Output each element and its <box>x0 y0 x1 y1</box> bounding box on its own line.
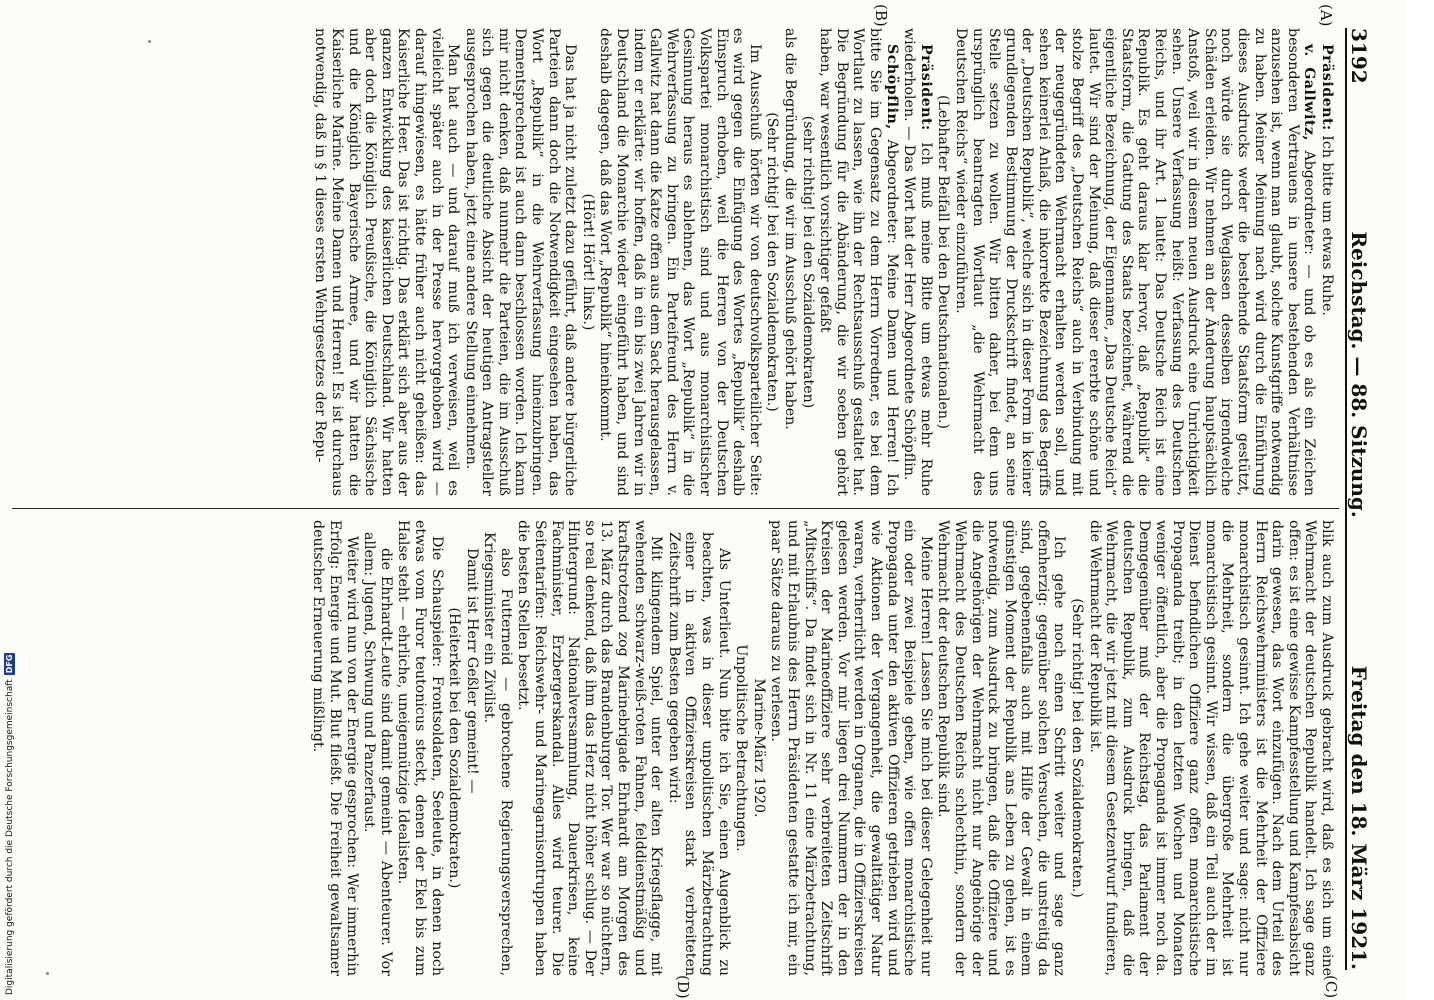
paragraph-text: Abgeordneter: — und ob es als ein Zeichen besonderen Vertrauens in unsere bestehenden Verhältnisse anzusehen ist, wenn man glaubt, solche Kunstgriffe notwendig zu haben. Meiner Meinung nach wird durch die Einführung dieses Ausdrucks weder die bestehende Staatsform gestützt, noch würde sie durch Weglassen desselben irgendwelche Schäden erleiden. Wir nehmen an der Änderung hauptsächlich Anstoß, weil wir in diesem neuen Ausdruck eine Unrichtigkeit sehen. Unsere Verfassung heißt: Verfassung des Deutschen Reichs, und ihr Art. 1 lautet: Das Deutsche Reich ist eine Republik. Es geht daraus klar hervor, daß „Republik“ die Staatsform, die Gattung des Staats bezeichnet, während die eigentliche Bezeichnung, der Eigenname, „Das Deutsche Reich“ lautet. Wir sind der Meinung, daß dieser ererbte schöne und stolze Begriff des „Deutschen Reichs“ auch in Verbindung mit der neugegründeten Wehrmacht erhalten werden soll, und sehen keinerlei Anlaß, die inkorrekte Bezeichnung des Begriffs der „Deutschen Republik“, welche sich in dieser Form in keiner grundlegenden Bestimmung der Druckschrift findet, an seine Stelle setzen zu wollen. Wir bitten daher, bei dem uns ursprünglich beantragten Wortlaut „die Wehrmacht des Deutschen Reichs“ wieder einzuführen. <box>952 28 1318 496</box>
paragraph <box>952 28 1317 496</box>
paragraph: als die Begründung, die wir im Ausschuß gehört haben. <box>782 28 798 430</box>
margin-mark-a: (A) <box>1317 4 1335 27</box>
page-number: 3192 <box>1347 28 1371 84</box>
paragraph <box>1318 28 1335 496</box>
interjection: (Sehr richtig! bei den Sozialdemokraten.) <box>764 112 781 412</box>
interjection: (Sehr richtig! bei den Sozialdemokraten.) <box>1069 598 1086 898</box>
interjection: (Lebhafter Beifall bei den Deutschnationalen.) <box>935 94 952 430</box>
page-header <box>1345 28 1387 970</box>
scan-speck <box>148 40 151 43</box>
header-date: Freitag den 18. März 1921. <box>1347 665 1371 970</box>
scan-speck <box>46 972 49 975</box>
paragraph-text: Abgeordneter: Meine Damen und Herren! Ich bitte Sie im Gegensatz zu dem Herrn Vorredner, es bei dem Wortlaut zu lassen, wie ihn der Rechtsausschuß gestaltet hat. Die Begründung für die Abänderung, die wir soeben gehört haben, war wesentlich vorsichtiger gefaßt <box>817 28 900 496</box>
right-column <box>12 520 1335 976</box>
paragraph: Das hat ja nicht zuletzt dazu geführt, daß andere bürgerliche Parteien dann doch die Notwendigkeit eingesehen haben, das Wort „Republik“ in die Wehrverfassung hineinzubringen. Dementsprechend ist auch dann beschlossen worden. Ich kann mir nicht denken, daß nunmehr die Parteien, die im Ausschuß sich gegen die deutliche Absicht der heutigen Antragsteller ausgesprochen haben, jetzt eine andere Stellung einnehmen. <box>462 28 579 496</box>
paragraph: Im Ausschuß hörten wir von deutschvolksparteilicher Seite: es wird gegen die Einfügung des Wortes „Republik“ deshalb Einspruch erhoben, weil die Herren von der Deutschen Volkspartei monarchistisch sind und aus monarchistischer Gesinnung heraus es ablehnen, das Wort „Republik“ in die Wehrverfassung zu bringen. Ein Parteifreund des Herrn v. Gallwitz hat dann die Katze offen aus dem Sack herausgelassen, indem er erklärte: wir hoffen, daß in ein bis zwei Jahren wir in Deutschland die Monarchie wieder eingeführt haben, und sind deshalb dagegen, daß das Wort „Republik“ hineinkommt. <box>597 28 763 496</box>
quote-subtitle: Unpolitische Betrachtungen. <box>733 644 750 852</box>
quote-paragraph: Weiter wird nun von der Energie gesprochen: Wer immerhin Erfolg: Energie und Mut. Blut fließt. Die Freiheit gewaltsamer deutscher Erneuerung mißlingt. <box>310 520 360 976</box>
interjection: (Hört! Hört! links.) <box>579 193 596 331</box>
speaker-name: Präsident: <box>917 44 934 131</box>
margin-mark-d: (D) <box>674 975 692 999</box>
paragraph: Man hat auch — und darauf muß ich verweisen, weil es vielleicht später auch in der Presse hervorgehoben wird — darauf hingewiesen, es hätte früher auch nicht geheißen: das Kaiserliche Heer. Das ist richtig. Das erklärt sich aber aus der ganzen Entwicklung des kaiserlichen Deutschland. Wir hatten aber doch die Königlich Preußische, die Königlich Sächsische und die Königlich Bayerische Armee, und wir hatten die Kaiserliche Marine. Meine Damen und Herren! Es ist durchaus notwendig, daß in § 1 dieses ersten Wehrgesetzes der Repu- <box>312 28 462 496</box>
paragraph <box>817 28 900 496</box>
paragraph-text: Ich bitte um etwas Ruhe. <box>1319 135 1335 316</box>
paragraph <box>901 28 934 496</box>
paragraph: blik auch zum Ausdruck gebracht wird, daß es sich um eine Wehrmacht der deutschen Republik handelt. Ich sage ganz offen: es ist eine gewisse Kampfesstellung und Kampfesabsicht darin gewesen, das Wort einzufügen. Nach dem Urteil des Herrn Reichswehrministers ist die Mehrheit der Offiziere monarchistisch gesinnt. Ich gehe weiter und sage: nicht nur die Mehrheit, sondern die übergroße Mehrheit ist monarchistisch gesinnt. Wir wissen, daß ein Teil auch der im Dienst befindlichen Offiziere ganz offen monarchistische Propaganda treibt; in den letzten Wochen und Monaten weniger öffentlich, aber die Propaganda ist immer noch da. Demgegenüber muß der Reichstag, das Parlament der deutschen Republik, zum Ausdruck bringen, daß die Wehrmacht, die wir jetzt mit diesem Gesetzentwurf fundieren, die Wehrmacht der Republik ist. <box>1086 520 1335 976</box>
quote-paragraph: Als Unterlieut. Nun bitte ich Sie, einen Augenblick zu beachten, was in dieser unpolitischen Märzbetrachtung einer in aktiven Offizierskreisen stark verbreiteten Zeitschrift zum Besten gegeben wird: <box>665 532 732 976</box>
margin-mark-b: (B) <box>872 4 890 27</box>
paragraph-text: Ich muß meine Bitte um etwas mehr Ruhe wiederholen. — Das Wort hat der Herr Abgeordnete Schöpflin. <box>901 28 934 496</box>
quote-paragraph: die Ehrhardt-Leute sind damit gemeint — Abenteurer. Vor allem: Jugend, Schwung und Panzerfaust. <box>361 532 394 976</box>
dfg-logo-icon: DFG <box>5 654 14 674</box>
paragraph: Meine Herren! Lassen Sie mich bei dieser Gelegenheit nur ein oder zwei Beispiele geben, wie offen monarchistische Propaganda unter den aktiven Offizieren getrieben wird und wie Aktionen der Vergangenheit, die gewalttätiger Natur waren, verherrlicht werden in Organen, die in Offizierskreisen gelesen werden. Vor mir liegen drei Nummern der in den Kreisen der Marineoffiziere sehr verbreiteten Zeitschrift „Mitschiffs“. Da findet sich in Nr. 11 eine Märzbetrachtung, und mit Erlaubnis des Herrn Präsidenten gestatte ich mir, ein paar Sätze daraus zu verlesen. <box>768 520 934 976</box>
interjection: (sehr richtig! bei den Sozialdemokraten) <box>799 115 816 409</box>
quote-title: Marine-März 1920. <box>750 678 767 818</box>
credit-text: Digitalisierung gefördert durch die Deutsche Forschungsgemeinschaft <box>4 679 15 995</box>
interjection: (Heiterkeit bei den Sozialdemokraten.) <box>446 607 463 889</box>
paragraph: Ich gehe noch einen Schritt weiter und sage ganz offenherzig: gegenüber solchen Versuchen, die unstreitig da sind, gegebenenfalls auch mit Hilfe der Gewalt in einem günstigen Moment der Republik ans Leben zu gehen, ist es notwendig, zum Ausdruck zu bringen, daß die Offiziere und die Angehörigen der Wehrmacht nicht nur Angehörige der Wehrmacht des Deutschen Reichs schlechthin, sondern der Wehrmacht der deutschen Republik sind. <box>935 520 1068 976</box>
column-divider <box>12 508 1339 509</box>
quote-paragraph: Die Schauspieler: Frontsoldaten, Seeleute, in denen noch etwas vom Furor teutonicus steckt, denen der Ekel bis zum Halse steht — ehrliche, uneigennützige Idealisten. <box>395 520 445 976</box>
quote-paragraph: Mit klingendem Spiel, unter der alten Kriegsflagge, mit wehenden schwarz-weiß-roten Fahnen, felddienstmäßig und kraftstrotzend zog Marinebrigade Ehrhardt am Morgen des 13. März durch das Brandenburger Tor. Wer war so nüchtern, so real denkend, daß ihm das Herz nicht höher schlug. — Der Hintergrund: Nationalversammlung, Dauerkrisen, keine Fachminister, Erzbergerskandal. Alles wird teurer. Die Seitentarifen: Reichswehr- und Marinegarnisontruppen haben die besten Stellen besetzt. <box>515 520 665 976</box>
left-column <box>12 28 1335 496</box>
quote-paragraph: Damit ist Herr Geßler gemeint! — <box>463 548 480 794</box>
digitization-credit <box>4 653 15 995</box>
speaker-name: Präsident: <box>1319 44 1335 131</box>
speaker-name: v. Gallwitz, <box>1301 44 1318 141</box>
speaker-name: Schöpflin, <box>883 44 900 130</box>
margin-mark-c: (C) <box>1322 975 1340 999</box>
header-title: Reichstag. — 88. Sitzung. <box>1347 231 1371 518</box>
quote-paragraph: also Futterneid — gebrochene Regierungsversprechen, Kriegsminister ein Zivilist. <box>481 532 514 976</box>
